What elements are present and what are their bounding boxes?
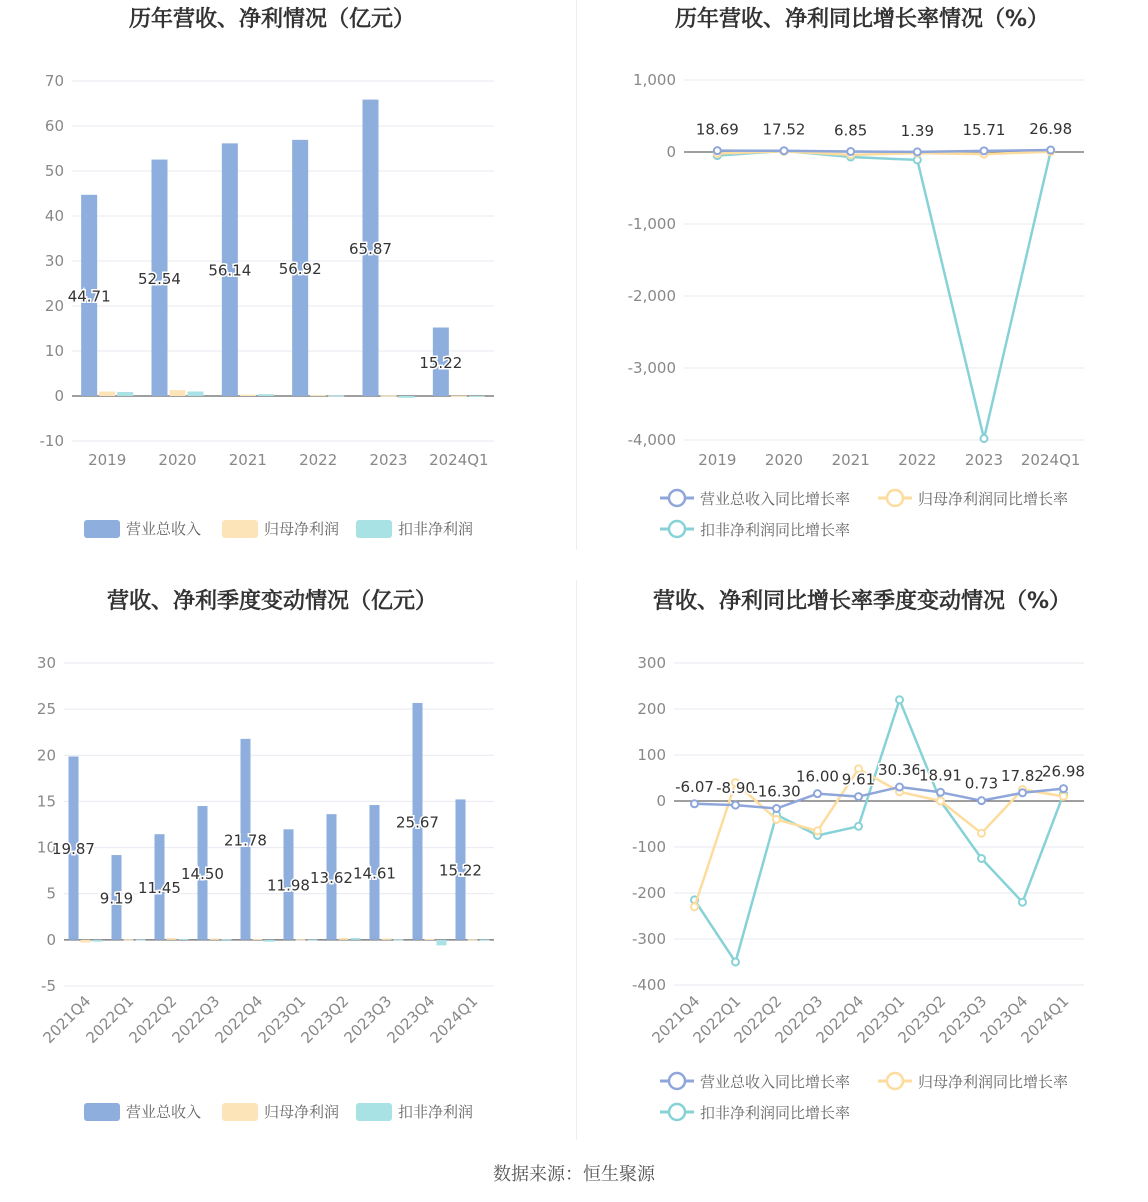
legend-label: 营业总收入 [126,1103,202,1121]
data-point [773,816,780,823]
line-data-label: 9.61 [841,770,876,789]
data-point [1019,789,1026,796]
bar-data-label: 52.54 [138,269,181,288]
x-tick-label: 2024Q1 [1017,992,1073,1047]
bar-deducted-profit [480,940,490,941]
y-tick-label: 300 [637,654,666,672]
panel-divider-top [576,0,577,550]
line-data-label: -16.30 [752,782,801,801]
bar-data-label: 56.14 [208,261,252,280]
bar-data-label: 14.50 [181,864,224,883]
series-line-deducted-profit [695,700,1064,962]
data-point [814,790,821,797]
y-tick-label: 5 [46,884,56,903]
bar-data-label: 21.78 [224,831,267,850]
bar-net-profit [310,395,326,396]
y-tick-label: -100 [631,838,666,856]
bar-deducted-profit [308,940,318,941]
data-point [981,435,988,442]
bar-net-profit [468,939,478,940]
y-tick-label: 40 [44,207,64,225]
bar-data-label: 13.62 [310,869,353,888]
x-tick-label: 2023 [369,451,408,469]
y-tick-label: -400 [631,976,666,994]
data-point [1047,147,1054,154]
bar-deducted-profit [351,938,361,940]
legend-label: 营业总收入同比增长率 [700,490,851,508]
x-tick-label: 2020 [158,451,197,469]
data-point [814,827,821,834]
bar-net-profit [99,392,115,397]
legend-label: 归母净利润 [264,1103,340,1121]
data-point [714,147,721,154]
y-tick-label: 0 [54,387,64,405]
x-tick-label: 2023Q2 [894,992,950,1047]
data-point [691,903,698,910]
y-tick-label: -5 [41,977,56,995]
x-tick-label: 2022 [898,451,937,469]
legend-swatch [222,1103,258,1121]
y-tick-label: 60 [44,117,64,135]
legend-marker [669,490,685,506]
y-tick-label: 10 [44,342,64,360]
line-data-label: 1.39 [900,121,935,140]
bar-net-profit [425,939,435,940]
line-data-label: 17.82 [1001,766,1044,785]
bar-net-profit [81,940,91,943]
y-tick-label: 20 [36,746,56,765]
line-data-label: 26.98 [1042,762,1085,781]
annual-revenue-profit-chart [0,0,576,560]
panel-divider-bottom [576,580,577,1140]
bar-data-label: 65.87 [349,239,392,258]
chart-title: 历年营收、净利同比增长率情况（%） [674,7,1050,32]
data-source-footer: 数据来源：恒生聚源 [493,1164,655,1185]
data-point [732,802,739,809]
quarterly-revenue-profit-chart [0,580,576,1150]
bar-net-profit [451,396,467,397]
x-tick-label: 2023 [964,451,1004,469]
y-tick-label: 30 [36,654,56,672]
line-data-label: -8.90 [716,779,755,798]
bar-data-label: 56.92 [278,259,322,278]
legend-label: 扣非净利润同比增长率 [700,521,851,539]
bar-data-label: 15.22 [419,353,463,372]
x-tick-label: 2020 [764,451,804,469]
legend-swatch [84,520,120,538]
line-data-label: -6.07 [675,777,714,796]
legend-swatch [84,1103,120,1121]
legend-marker [887,490,903,506]
chart-title: 历年营收、净利情况（亿元） [128,7,416,32]
data-point [981,147,988,154]
x-tick-label: 2019 [88,451,127,469]
data-point [1060,793,1067,800]
data-point [773,805,780,812]
bar-net-profit [382,938,392,939]
x-tick-label: 2023Q3 [340,992,396,1047]
bar-data-label: 25.67 [396,813,439,832]
bar-deducted-profit [258,394,274,396]
line-data-label: 18.91 [919,766,962,785]
line-data-label: 6.85 [833,121,868,140]
annual-revenue-profit-svg [0,0,576,560]
y-tick-label: -3,000 [627,359,676,377]
bar-deducted-profit [394,939,404,940]
data-point [978,855,985,862]
x-tick-label: 2021Q4 [39,992,95,1047]
bar-deducted-profit [437,940,447,946]
y-tick-label: -200 [631,884,666,902]
x-tick-label: 2022Q2 [125,992,181,1047]
x-tick-label: 2022 [299,451,338,469]
data-point [855,823,862,830]
y-tick-label: 20 [44,297,64,315]
x-tick-label: 2023Q4 [976,992,1032,1047]
x-tick-label: 2021 [831,451,870,469]
bar-data-label: 19.87 [52,840,95,859]
x-tick-label: 2023Q3 [935,992,991,1047]
bar-net-profit [339,938,349,940]
annual-growth-rate-svg [576,0,1148,560]
y-tick-label: -1,000 [627,215,676,233]
x-tick-label: 2024Q1 [429,451,489,469]
x-tick-label: 2023Q1 [853,992,909,1047]
bar-net-profit [296,939,306,940]
y-tick-label: 30 [44,252,64,270]
x-tick-label: 2019 [698,451,737,469]
data-point [978,830,985,837]
data-point [978,797,985,804]
line-data-label: 26.98 [1029,120,1073,139]
series-line-deducted-profit [717,151,1050,439]
y-tick-label: 50 [44,162,64,180]
bar-deducted-profit [399,396,415,398]
y-tick-label: -10 [39,432,64,450]
legend-swatch [356,520,392,538]
data-point [691,800,698,807]
x-tick-label: 2022Q4 [211,992,267,1047]
x-tick-label: 2022Q2 [730,992,786,1047]
line-data-label: 17.52 [762,120,806,139]
data-point [781,147,788,154]
y-tick-label: 100 [637,746,666,764]
data-point [847,148,854,155]
series-line-revenue [717,150,1050,152]
x-tick-label: 2023Q2 [297,992,353,1047]
quarterly-growth-rate-svg [576,580,1148,1150]
quarterly-growth-rate-chart [576,580,1148,1150]
data-point [855,793,862,800]
bar-net-profit [240,395,256,396]
bar-data-label: 11.45 [138,879,181,898]
bar-data-label: 14.61 [353,864,396,883]
line-data-label: 15.71 [962,120,1006,139]
bar-net-profit [170,390,186,396]
line-data-label: 30.36 [878,761,921,780]
chart-title: 营收、净利季度变动情况（亿元） [106,589,438,614]
data-point [896,696,903,703]
data-point [896,784,903,791]
legend-label: 扣非净利润 [398,520,474,538]
bar-net-profit [253,939,263,940]
data-point [937,789,944,796]
legend-label: 归母净利润同比增长率 [918,1073,1069,1091]
bar-data-label: 9.19 [99,889,134,908]
x-tick-label: 2023Q1 [254,992,310,1047]
bar-deducted-profit [222,939,232,940]
x-tick-label: 2022Q3 [168,992,224,1047]
legend-marker [669,1104,685,1120]
x-tick-label: 2024Q1 [426,992,482,1047]
y-tick-label: 0 [656,792,666,810]
data-point [1019,899,1026,906]
bar-deducted-profit [136,940,146,941]
y-tick-label: 15 [36,792,56,811]
line-data-label: 16.00 [796,767,839,786]
bar-deducted-profit [328,396,344,397]
chart-title: 营收、净利同比增长率季度变动情况（%） [652,589,1072,614]
y-tick-label: 200 [637,700,666,718]
bar-net-profit [124,939,134,940]
legend-marker [669,521,685,537]
bar-deducted-profit [265,940,275,942]
bar-net-profit [210,938,220,939]
legend-label: 扣非净利润 [398,1103,474,1121]
legend-marker [669,1073,685,1089]
x-tick-label: 2024Q1 [1020,451,1081,469]
data-point [937,798,944,805]
bar-data-label: 15.22 [439,861,482,880]
x-tick-label: 2021Q4 [648,992,704,1047]
y-tick-label: 25 [36,700,56,719]
bar-net-profit [167,938,177,940]
line-data-label: 0.73 [964,774,999,793]
y-tick-label: 0 [666,143,676,161]
y-tick-label: -4,000 [627,431,676,449]
legend-label: 营业总收入 [126,520,202,538]
quarterly-revenue-profit-svg [0,580,576,1150]
bar-data-label: 44.71 [67,287,111,306]
x-tick-label: 2023Q4 [383,992,439,1047]
data-point [914,148,921,155]
annual-growth-rate-chart [576,0,1148,560]
bar-deducted-profit [188,392,204,397]
y-tick-label: 10 [36,838,56,857]
line-data-label: 18.69 [695,120,739,139]
bar-data-label: 11.98 [267,876,310,895]
x-tick-label: 2022Q4 [812,992,868,1047]
y-tick-label: -2,000 [627,287,676,305]
bar-net-profit [381,396,397,397]
x-tick-label: 2022Q3 [771,992,827,1047]
y-tick-label: -300 [631,930,666,948]
data-point [732,959,739,966]
bar-deducted-profit [117,392,133,396]
bar-deducted-profit [179,939,189,940]
y-tick-label: 0 [46,930,56,949]
legend-marker [887,1073,903,1089]
legend-swatch [356,1103,392,1121]
x-tick-label: 2022Q1 [689,992,745,1047]
legend-label: 扣非净利润同比增长率 [700,1104,851,1122]
legend-label: 营业总收入同比增长率 [700,1073,851,1091]
y-tick-label: 70 [44,72,64,90]
legend-label: 归母净利润 [264,520,340,538]
bar-deducted-profit [93,940,103,942]
bar-deducted-profit [469,396,485,397]
x-tick-label: 2021 [228,451,267,469]
y-tick-label: 1,000 [633,71,676,89]
data-point [1060,785,1067,792]
x-tick-label: 2022Q1 [82,992,138,1047]
legend-swatch [222,520,258,538]
legend-label: 归母净利润同比增长率 [918,490,1069,508]
